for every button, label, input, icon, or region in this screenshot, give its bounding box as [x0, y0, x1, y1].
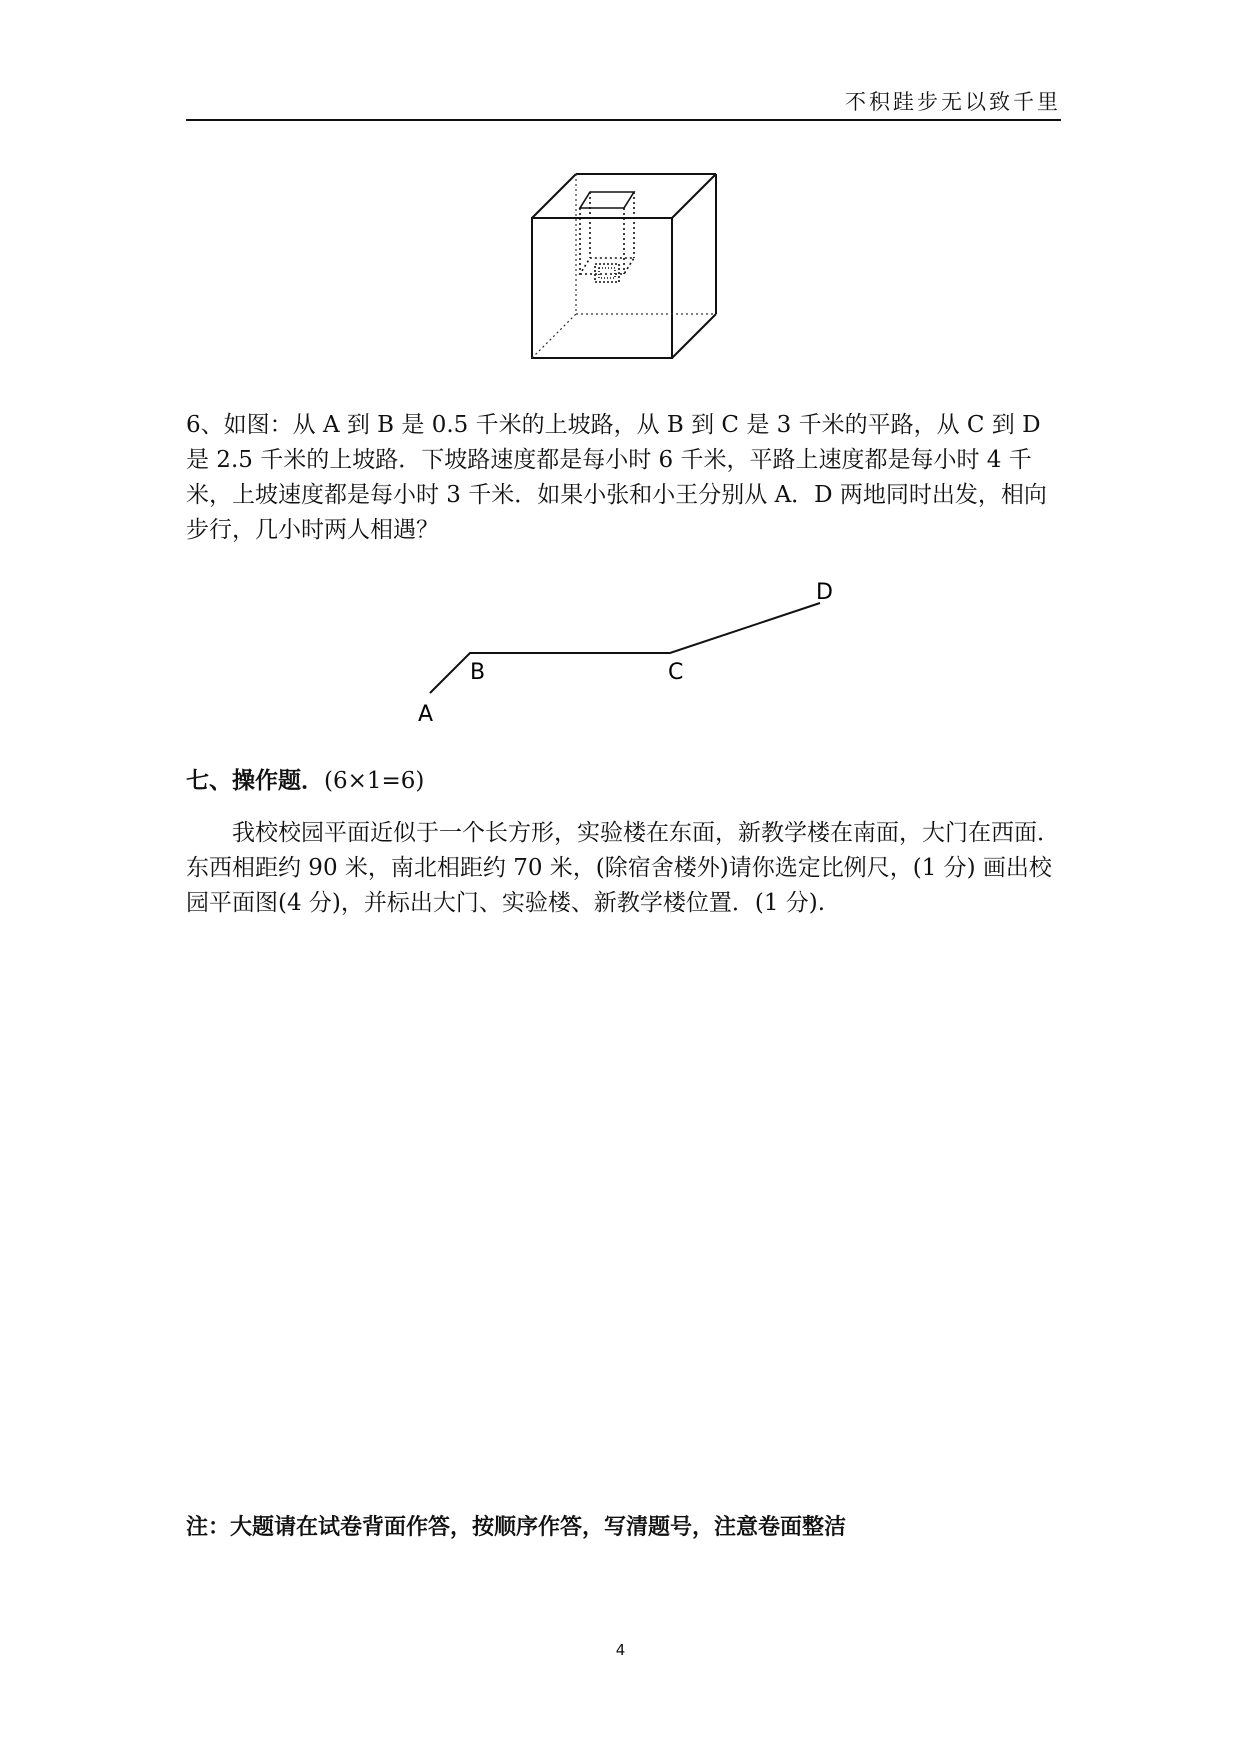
section-7-task: 我校校园平面近似于一个长方形，实验楼在东面，新教学楼在南面，大门在西面．东西相距约 90 米，南北相距约 70 米，(除宿舍楼外)请你选定比例尺，(1 分) 画出校园平面图(4 分)，并标出大门、实验楼、新教学楼位置．(1 分). — [186, 820, 1060, 916]
hidden-edge — [532, 314, 576, 358]
inner-box — [580, 192, 634, 282]
header-motto: 不积跬步无以致千里 — [845, 90, 1061, 114]
point-c-label: C — [668, 660, 684, 685]
section-7-title — [186, 762, 424, 795]
cube-edge — [672, 314, 716, 358]
header-rule — [186, 119, 1061, 121]
cube-edge — [532, 174, 576, 218]
point-a-label: A — [418, 702, 434, 727]
section-7-score: (6×1=6) — [324, 768, 425, 794]
cube-edge — [672, 174, 716, 218]
cube-figure — [522, 164, 722, 364]
point-d-label: D — [816, 580, 833, 605]
section-7-heading: 七、操作题． — [186, 768, 324, 794]
page-number: 4 — [615, 1641, 626, 1659]
question-6: 6、如图：从 A 到 B 是 0.5 千米的上坡路，从 B 到 C 是 3 千米的平路，从 C 到 D 是 2.5 千米的上坡路．下坡路速度都是每小时 6 千米，平路上速度都是每小时 4 千米，上坡速度都是每小时 3 千米．如果小张和小王分别从 A．D 两地同时出发，相向步行，几小时两人相遇？ — [186, 412, 1047, 543]
route-figure — [400, 575, 860, 735]
footer-note: 注：大题请在试卷背面作答，按顺序作答，写清题号，注意卷面整洁 — [186, 1515, 847, 1540]
cube-front-face — [532, 218, 672, 358]
point-b-label: B — [470, 660, 486, 685]
route-path — [430, 603, 820, 693]
